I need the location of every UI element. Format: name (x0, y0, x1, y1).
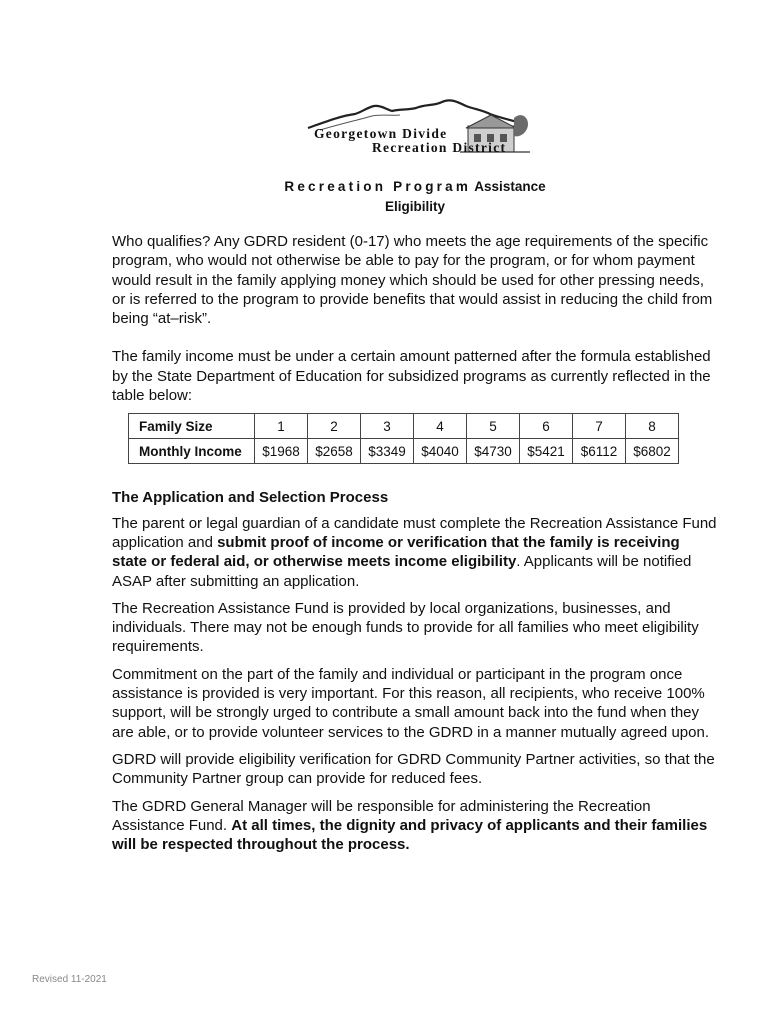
application-text-1: The parent or legal guardian of a candidate must complete the Recreation Assistance Fund application and (112, 514, 717, 551)
family-size-cell: 7 (573, 414, 626, 439)
manager-text-bold: At all times, the dignity and privacy of applicants and their families will be respected throughout the process. (112, 816, 708, 854)
family-size-cell: 3 (361, 414, 414, 439)
verification-paragraph: GDRD will provide eligibility verification for GDRD Community Partner activities, so that the Community Partner group can provide for reduced fees. (112, 750, 715, 788)
title-line-1 (0, 177, 770, 197)
row-label-monthly-income: Monthly Income (129, 439, 255, 464)
table-row-family-size (129, 414, 679, 439)
logo-line-2: Recreation District (372, 140, 507, 155)
table-row-monthly-income (129, 439, 679, 464)
family-size-cell: 6 (520, 414, 573, 439)
commitment-paragraph: Commitment on the part of the family and individual or participant in the program once assistance is provided is very important. For this reason, all recipients, who receive 100% support, will be strongly urged to contribute a small amount back into the fund when they are able, or to provide volunteer services to the GDRD in a manner mutually agreed upon. (112, 665, 709, 741)
title-rest-text: Assistance (474, 179, 546, 194)
section-heading: The Application and Selection Process (112, 489, 389, 507)
revision-footer: Revised 11-2021 (32, 974, 107, 985)
title-spaced-text: Recreation Program (284, 179, 472, 194)
manager-text: The GDRD General Manager will be responsible for administering the Recreation Assistance Fund. (112, 797, 651, 834)
monthly-income-cell: $1968 (255, 439, 308, 464)
monthly-income-cell: $5421 (520, 439, 573, 464)
application-paragraph (112, 514, 718, 591)
family-size-cell: 5 (467, 414, 520, 439)
document-title (0, 177, 770, 217)
monthly-income-cell: $6112 (573, 439, 626, 464)
document-body (112, 232, 718, 862)
income-paragraph: The family income must be under a certain amount patterned after the formula established by the State Department of Education for subsidized programs as currently reflected in the table below: (112, 348, 711, 405)
family-size-cell: 1 (255, 414, 308, 439)
monthly-income-cell: $4730 (467, 439, 520, 464)
funding-paragraph: The Recreation Assistance Fund is provided by local organizations, businesses, and individuals. There may not be enough funds to provide for all families who meet eligibility requirements. (112, 599, 699, 656)
monthly-income-cell: $6802 (626, 439, 679, 464)
logo-line-1: Georgetown Divide (314, 126, 448, 141)
monthly-income-cell: $3349 (361, 439, 414, 464)
title-line-2: Eligibility (384, 199, 445, 214)
monthly-income-cell: $2658 (308, 439, 361, 464)
row-label-family-size: Family Size (129, 414, 255, 439)
intro-paragraph: Who qualifies? Any GDRD resident (0-17) who meets the age requirements of the specific program, who would not otherwise be able to pay for the program, or for whom payment would result in the family applying money which should be used for other pressing needs, or is referred to the program to provide benefits that would assist in reducing the child from being “at–risk”. (112, 233, 713, 328)
manager-paragraph (112, 797, 718, 855)
monthly-income-cell: $4040 (414, 439, 467, 464)
family-size-cell: 4 (414, 414, 467, 439)
application-text-bold: submit proof of income or verification that the family is receiving state or federal aid, or otherwise meets income eligibility (112, 533, 680, 571)
family-size-cell: 2 (308, 414, 361, 439)
application-text-2: . Applicants will be notified ASAP after submitting an application. (112, 553, 692, 590)
income-table (128, 413, 679, 464)
district-logo (300, 98, 530, 160)
family-size-cell: 8 (626, 414, 679, 439)
